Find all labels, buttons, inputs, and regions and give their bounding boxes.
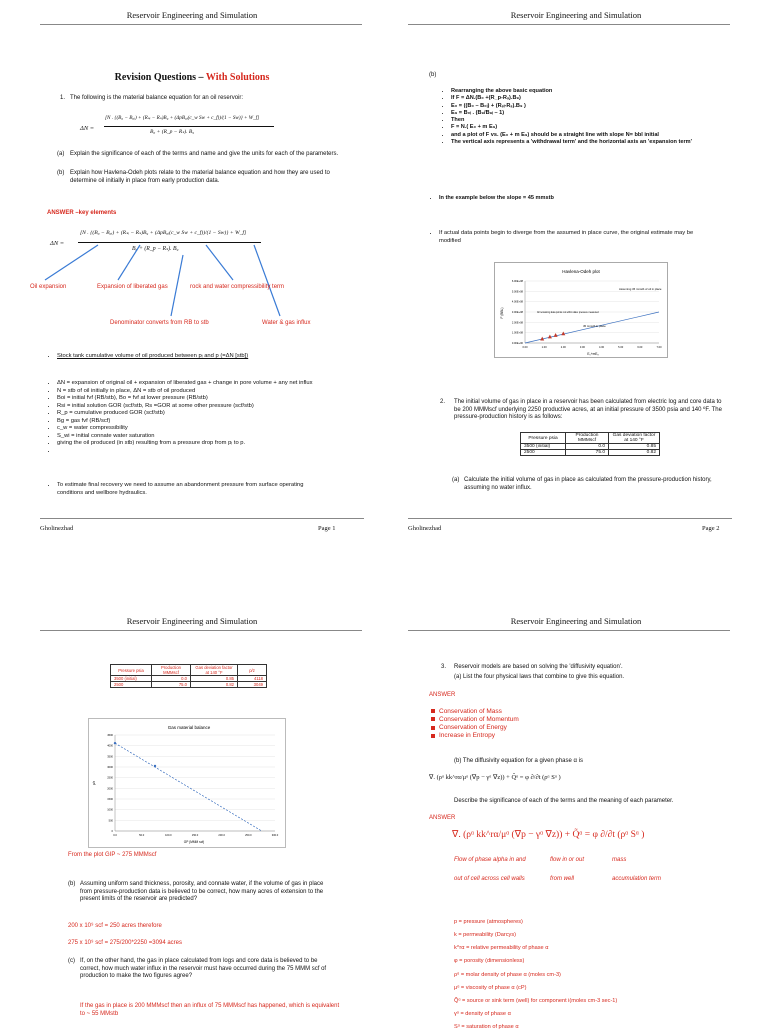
x-tick-label: 6.00 [637, 346, 643, 349]
chart-annotation: 45 mmstb in place [583, 324, 606, 328]
table-header: Production MMMscf [566, 433, 609, 444]
table-header: Pressure psia [521, 433, 566, 444]
equation2-lhs: ΔN = [50, 240, 65, 247]
footer-author: Gholinezhad [408, 525, 442, 532]
law-item [431, 732, 519, 740]
x-tick-label: 250.0 [245, 834, 252, 837]
pressure-production-table [520, 432, 660, 456]
havlena-item: • F = N.( E₀ + m E₉) [451, 124, 711, 131]
law-text: Conservation of Energy [439, 724, 507, 732]
havlena-bullets [441, 88, 711, 146]
chart-title: Gas material balance [167, 725, 211, 730]
table-header: Gas deviation factor at 140 °F [609, 433, 660, 444]
q1-number: 1. [60, 95, 66, 101]
flow-label-2: out of cell across cell walls [454, 876, 525, 882]
chart-x-ticks [113, 833, 279, 837]
flow-label-1: Flow of phase alpha in and [454, 857, 526, 863]
y-tick-label: 2500 [107, 776, 113, 780]
havlena-item: • and a plot of F vs. (E₀ + m E₉) should be a straight line with slope N= bbl initial [451, 132, 711, 139]
table-cell: 0.82 [191, 682, 238, 688]
table-header: Gas deviation factor at 140 °F [191, 665, 238, 676]
q3-text: Reservoir models are based on solving the 'diffusivity equation'. [454, 664, 623, 670]
page-3 [0, 512, 384, 1024]
chart-x-ticks [522, 345, 662, 349]
definition-item: k = permeability (Darcys) [454, 932, 517, 939]
x-tick-label: 50.0 [139, 834, 145, 837]
square-bullet-icon [431, 734, 435, 738]
x-tick-label: 4.00 [599, 346, 605, 349]
q2-number: 2. [440, 399, 446, 405]
y-tick-label: 0.00E+00 [511, 342, 523, 345]
q2c-text: If, on the other hand, the gas in place calculated from logs and core data is believed to be correct, how much water influx in the reservoir must have occurred during the 75 MMM scf of production to make the two figures agree? [80, 958, 327, 979]
page-4 [384, 512, 768, 1031]
diffusivity-equation-small: ∇. (ρᵅ kk^rα/μᵅ (∇p − γᵅ ∇z)) + Q̃ᵅ = φ ∂/∂t (ρᵅ Sᵅ ) [429, 774, 561, 781]
arrow-rock-water [206, 245, 233, 280]
well-label-2: from well [550, 876, 575, 882]
arrow-oil-expansion [45, 245, 98, 280]
equation2-numerator: [N . {(B₀ − B₀ᵢ) + (Rₛᵢ − Rₛ)B₉ + (ΔpB₀ᵢ(c_w Sw + c_f))/(1 − Sw)} + W_f] [80, 230, 247, 236]
havlena-item: • Rearranging the above basic equation [451, 88, 711, 95]
diffusivity-equation-large: ∇. (ρᵅ kk^rα/μᵅ (∇p − γᵅ ∇z)) + Q̃ᵅ = φ ∂/∂t (ρᵅ Sᵅ ) [452, 830, 645, 840]
header-rule [408, 630, 730, 631]
havlena-odeh-chart [494, 262, 668, 358]
describe-text: Describe the significance of each of the terms and the meaning of each parameter. [454, 798, 674, 804]
x-tick-label: 5.00 [618, 346, 624, 349]
table-cell: 0.0 [566, 444, 609, 450]
law-item [431, 716, 519, 724]
law-text: Conservation of Mass [439, 708, 502, 715]
q2b-text: Assuming uniform sand thickness, porosity, and connate water, if the volume of gas in place from pressure-production data is believed to be correct, how many acres of extension to the present limits of the reservoir are predicted? [80, 881, 324, 902]
table-cell: 0.0 [152, 676, 191, 682]
label-oil-expansion: Oil expansion [30, 284, 67, 290]
table-cell: 75.0 [152, 682, 191, 688]
stock-tank-bullet [47, 353, 297, 361]
table-header: Pressure psia [111, 665, 152, 676]
table-cell: 0.85 [609, 444, 660, 450]
y-tick-label: 2000 [107, 787, 113, 791]
param-item: • R_p = cumulative produced GOR (scf/stb) [57, 410, 322, 418]
pz-table [110, 664, 267, 688]
data-point [554, 333, 558, 337]
q1a-text: Explain the significance of each of the terms and name and give the units for each of the parameters. [70, 151, 339, 157]
chart-title: Havlena-Odeh plot [562, 269, 600, 274]
q2a-text: Calculate the initial volume of gas in place as calculated from the pressure-production history, assuming no water influx. [464, 477, 712, 491]
definitions-list [454, 916, 617, 1034]
y-tick-label: 0 [111, 830, 113, 833]
definition-item: p = pressure (atmospheres) [454, 919, 523, 925]
footer-page-number: Page 2 [702, 525, 720, 532]
table-cell: 2500 [111, 682, 152, 688]
equation-numerator: [N . {(B₀ − B₀ᵢ) + (Rₛᵢ − Rₛ)B₉ + (ΔpB₀ᵢ(c_w Sw + c_f))/(1 − Sw)} + W_f] [105, 115, 260, 121]
param-item: • c_w = water compressibility [57, 425, 322, 433]
label-liberated-gas: Expansion of liberated gas [97, 284, 168, 290]
table-cell: 75.0 [566, 450, 609, 456]
square-bullet-icon [431, 726, 435, 730]
table-cell: 4118 [238, 676, 267, 682]
chart-ylabel: F (BBL) [500, 307, 504, 319]
chart-xlabel: GP (MMM scf) [183, 840, 205, 844]
label-denominator: Denominator converts from RB to stb [110, 320, 209, 326]
table-cell: 0.82 [609, 450, 660, 456]
arrow-liberated-gas [118, 245, 140, 280]
q2b-label: (b) [68, 881, 76, 887]
law-text: Conservation of Momentum [439, 716, 519, 724]
definition-item: ρᵅ = molar density of phase α (moles cm-3) [454, 971, 561, 978]
x-tick-label: 0.00 [522, 346, 528, 349]
havlena-item: • Then [451, 117, 711, 124]
answer-heading: ANSWER –key elements [47, 210, 117, 216]
laws-list [431, 708, 519, 741]
title-solutions: With Solutions [205, 72, 270, 83]
x-tick-label: 7.00 [656, 346, 662, 349]
param-item: • giving the oil produced (in stb) resulting from a pressure drop from pᵢ to p. [57, 440, 322, 448]
q2c-label: (c) [68, 958, 75, 964]
havlena-item: • If F = ΔN.(B₀ +(R_p-Rₛ).B₉) [451, 95, 711, 102]
table-row [521, 450, 660, 456]
y-tick-label: 1000 [107, 808, 113, 812]
y-tick-label: 5.00E+08 [511, 290, 523, 294]
chart-y-ticks [512, 279, 524, 345]
calc-line-2: 275 x 10⁹ scf = 275/200*2250 =3094 acres [68, 940, 182, 946]
answer-label-1: ANSWER [429, 692, 456, 698]
page-1 [0, 0, 384, 532]
chart-y-ticks [107, 733, 113, 833]
diverge-bullet [429, 230, 709, 245]
y-tick-label: 3500 [107, 755, 113, 759]
table-cell: 2500 [521, 450, 566, 456]
mass-label-1: mass [612, 857, 627, 863]
q1a-label: (a) [57, 151, 65, 157]
mass-label-2: accumulation term [612, 876, 662, 882]
title-main: Revision Questions – [114, 72, 206, 83]
slope-text: • In the example below the slope = 45 mmstb [439, 195, 709, 202]
param-item: • N = stb of oil initially in place, ΔN = stb of oil produced [57, 388, 322, 396]
param-item [57, 448, 322, 456]
chart-grid [115, 735, 275, 831]
table-header: Production MMMscf [152, 665, 191, 676]
param-item: • ΔN = expansion of original oil + expansion of liberated gas + change in pore volume + any net influx [57, 380, 322, 388]
square-bullet-icon [431, 717, 435, 721]
definition-item: γᵅ = density of phase α [454, 1010, 511, 1017]
final-recovery-text: • To estimate final recovery we need to assume an abandonment pressure from surface operating conditions and wellbore hydraulics. [57, 482, 307, 497]
table-row [111, 682, 267, 688]
chart-ylabel: p/z [92, 780, 96, 786]
x-tick-label: 3.00 [579, 346, 585, 349]
table-cell: 3500 (initial) [111, 676, 152, 682]
y-tick-label: 6.00E+08 [511, 280, 523, 283]
data-point [114, 742, 116, 744]
table-cell: 3049 [238, 682, 267, 688]
table-header-row [521, 433, 660, 444]
q1b-label: (b) [57, 170, 65, 176]
page-header: Reservoir Engineering and Simulation [510, 616, 642, 626]
law-item [431, 724, 519, 732]
param-item: • Rsi = initial solution GOR (scf/stb, Rs =GOR at some other pressure (scf/stb) [57, 403, 322, 411]
equation-denominator: B₀ + (R_p − Rₛ). B₉ [150, 129, 195, 135]
arrow-influx [254, 245, 280, 316]
data-point [548, 335, 552, 339]
square-bullet-icon [431, 709, 435, 713]
law-item [431, 708, 519, 716]
data-point [154, 765, 156, 767]
param-item: • Bg = gas fvf (RB/scf) [57, 418, 322, 426]
page-header: Reservoir Engineering and Simulation [126, 10, 258, 20]
footer-author: Gholinezhad [40, 525, 74, 532]
label-water-gas: Water & gas influx [262, 320, 311, 326]
footer-page-number: Page 1 [318, 525, 336, 532]
diverge-text: • If actual data points begin to diverge from the assumed in place curve, the original estimate may be modified [439, 230, 709, 245]
arrow-denominator [171, 255, 183, 316]
well-label-1: flow in or out [550, 857, 585, 863]
data-point [561, 332, 565, 336]
arrow-lines [45, 245, 280, 316]
final-recovery-bullet [47, 482, 307, 497]
havlena-item: • E₉ = B₀ᵢ . (B₉/B₉ᵢ – 1) [451, 110, 711, 117]
equation2-denominator: B₀ + (R_p − Rₛ). B₉ [132, 246, 179, 252]
definition-item: φ = porosity (dimensionless) [454, 958, 525, 965]
y-tick-label: 1500 [107, 798, 113, 801]
law-text: Increase in Entropy [439, 732, 496, 740]
q3b-text: (b) The diffusivity equation for a given phase α is [454, 758, 583, 764]
x-tick-label: 1.00 [541, 346, 547, 349]
havlena-item: • The vertical axis represents a 'withdrawal term' and the horizontal axis an 'expansion term' [451, 139, 711, 146]
answer-label-2: ANSWER [429, 815, 456, 821]
q3-number: 3. [441, 664, 447, 670]
y-tick-label: 4.00E+08 [511, 300, 523, 304]
x-tick-label: 300.0 [271, 834, 279, 837]
answer-c-text: If the gas in place is 200 MMMscf then an influx of 75 MMMscf has happened, which is equivalent to ~ 55 MMstb [80, 1003, 340, 1017]
q2a-label: (a) [452, 477, 460, 483]
gas-material-balance-chart [88, 718, 286, 848]
slope-bullet [429, 195, 709, 202]
y-tick-label: 500 [108, 819, 113, 823]
q1b-text: Explain how Havlena-Odeh plots relate to the material balance equation and how they are used to determine oil initially in place from early production data. [70, 170, 330, 184]
label-rock-water: rock and water compressibility term [190, 284, 285, 290]
x-tick-label: 0.0 [113, 834, 117, 837]
table-header: p/z [238, 665, 267, 676]
table-cell: 0.85 [191, 676, 238, 682]
x-tick-label: 100.0 [165, 834, 172, 837]
page-2 [384, 0, 768, 532]
x-tick-label: 200.0 [218, 834, 225, 837]
y-tick-label: 2.00E+08 [511, 321, 523, 325]
y-tick-label: 3000 [107, 766, 113, 769]
header-rule [40, 630, 362, 631]
q1-text: The following is the material balance equation for an oil reservoir: [70, 95, 244, 101]
x-tick-label: 150.0 [191, 834, 199, 837]
y-tick-label: 3.00E+08 [511, 311, 523, 314]
chart-annotation: Assuming 45 mmstb of oil in place [619, 287, 662, 291]
chart-xlabel: E₀+mE₉ [587, 352, 599, 356]
param-item: • Boi = initial fvf (RB/stb), Bo = fvf at lower pressure (RB/stb) [57, 395, 322, 403]
table-header-row [111, 665, 267, 676]
page-header: Reservoir Engineering and Simulation [126, 616, 258, 626]
header-rule [408, 24, 730, 25]
chart-annotation: All remaining data points not within data: pressure measured [537, 312, 599, 314]
part-b-label: (b) [429, 72, 437, 78]
table-cell: 3500 (initial) [521, 444, 566, 450]
definition-item: μᵅ = viscosity of phase α (cP) [454, 984, 527, 991]
x-tick-label: 2.00 [560, 346, 566, 349]
definition-item: k^rα = relative permeability of phase α [454, 945, 549, 952]
calc-line-1: 200 x 10⁹ scf = 250 acres therefore [68, 923, 162, 929]
equation-lhs: ΔN = [80, 125, 95, 132]
q3a-text: (a) List the four physical laws that combine to give this equation. [454, 674, 625, 680]
q2-text: The initial volume of gas in place in a reservoir has been calculated from electric log and core data to be 200 MMMscf underlying 2250 productive acres, at an initial pressure of 3500 psia and 140 ºF. The pressure-production history is as follows: [454, 399, 722, 420]
y-tick-label: 1.00E+08 [511, 331, 523, 335]
param-item: • S_wi = initial connate water saturation [57, 433, 322, 441]
stock-tank-text: • Stock tank cumulative volume of oil produced between pᵢ and p (=ΔN [stb]) [57, 353, 297, 361]
havlena-item: • E₀ = ((B₀ – B₀ᵢ) + (Rₛᵢ-Rₛ).B₉ ) [451, 103, 711, 110]
definition-item: Q̃ᵅ = source or sink term (well) for component i(moles cm-3 sec-1) [454, 997, 618, 1004]
page-header: Reservoir Engineering and Simulation [510, 10, 642, 20]
y-tick-label: 4000 [107, 744, 113, 748]
from-plot-text: From the plot GIP ~ 275 MMMscf [68, 852, 157, 858]
parameter-list [47, 380, 322, 455]
y-tick-label: 4500 [107, 734, 113, 737]
definition-item: Sᵅ = saturation of phase α [454, 1024, 519, 1031]
